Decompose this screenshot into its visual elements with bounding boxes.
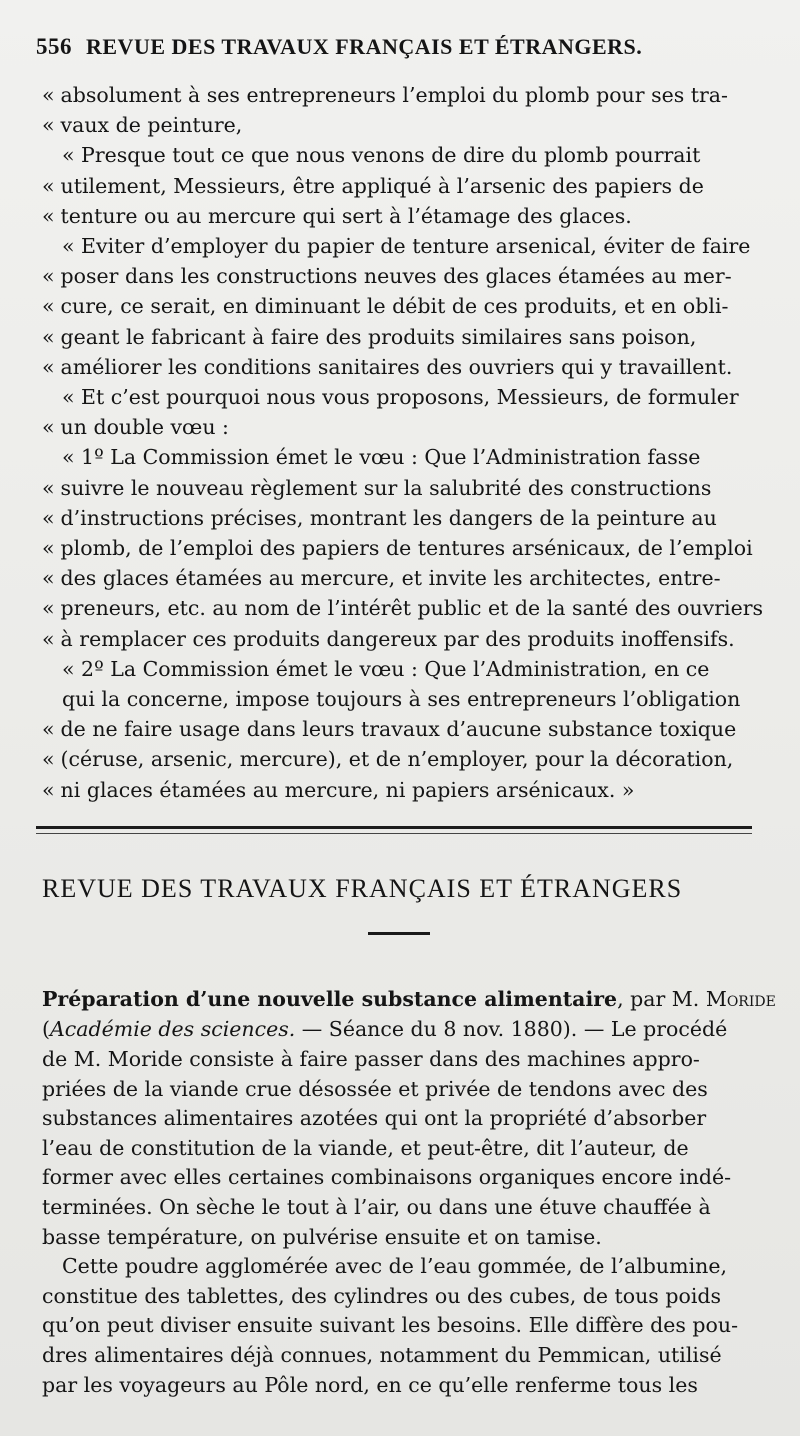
quote-mark: « <box>42 505 55 530</box>
section-divider-thick <box>36 826 752 829</box>
quote-mark: « <box>42 626 55 651</box>
quote-line <box>42 112 760 138</box>
quote-line <box>42 263 760 289</box>
article-source-rest: — Séance du 8 nov. 1880). — Le procédé <box>295 1017 728 1041</box>
article-title-after: , par M. <box>617 987 706 1011</box>
quote-line <box>42 716 760 742</box>
quote-line-text: preneurs, etc. au nom de l’intérêt public et de la santé des ouvriers <box>60 596 764 621</box>
quote-mark: « <box>42 83 55 107</box>
quote-mark: « <box>42 777 55 802</box>
quote-line-text: vaux de peinture, <box>60 113 243 138</box>
section-divider-thin <box>36 833 752 834</box>
quote-line <box>42 414 760 440</box>
quote-mark: « <box>42 173 55 198</box>
quote-line-text: poser dans les constructions neuves des glaces étamées au mer- <box>60 264 732 289</box>
quote-mark: « <box>42 354 55 379</box>
quote-line-text: « 1º La Commission émet le vœu : Que l’Administration fasse <box>62 445 701 470</box>
quote-line <box>42 565 760 591</box>
quote-line-text: suivre le nouveau règlement sur la salubrité des constructions <box>60 475 712 500</box>
quote-line-text: « Et c’est pourquoi nous vous proposons, Messieurs, de formuler <box>62 385 739 409</box>
article-line: priées de la viande crue désossée et privée de tendons avec des <box>42 1076 708 1101</box>
quote-line-text: ni glaces étamées au mercure, ni papiers arsénicaux. » <box>60 777 635 802</box>
running-header <box>36 34 642 60</box>
quote-line-text: « 2º La Commission émet le vœu : Que l’Administration, en ce <box>62 656 710 681</box>
quote-line <box>42 505 760 531</box>
quote-mark: « <box>42 113 55 138</box>
quote-line-text: cure, ce serait, en diminuant le débit de ces produits, et en obli- <box>60 294 729 319</box>
quote-line <box>42 475 760 501</box>
quote-line <box>42 535 760 561</box>
quote-mark: « <box>42 294 55 319</box>
quote-mark: « <box>42 475 55 500</box>
article-line: qu’on peut diviser ensuite suivant les besoins. Elle diffère des pou- <box>42 1313 739 1338</box>
quote-line-text: « Presque tout ce que nous venons de dire du plomb pourrait <box>62 143 701 168</box>
quote-line <box>42 203 760 229</box>
article-title-line <box>42 986 776 1012</box>
quote-mark: « <box>42 536 55 560</box>
quote-line-text: d’instructions précises, montrant les dangers de la peinture au <box>60 505 717 530</box>
quote-mark: « <box>42 203 55 228</box>
quote-mark: « <box>42 596 55 621</box>
quote-line <box>42 233 760 259</box>
quote-line-text: à remplacer ces produits dangereux par des produits inoffensifs. <box>60 626 735 651</box>
quote-line-text: geant le fabricant à faire des produits similaires sans poison, <box>60 324 697 349</box>
article-author: Moride <box>705 987 776 1011</box>
quote-mark: « <box>42 717 55 742</box>
page-number: 556 <box>36 34 72 59</box>
quote-line-text: (céruse, arsenic, mercure), et de n’employer, pour la décoration, <box>60 747 734 772</box>
quote-mark: « <box>42 264 55 289</box>
quote-line <box>42 686 760 712</box>
quote-line-text: plomb, de l’emploi des papiers de tentures arsénicaux, de l’emploi <box>60 536 753 560</box>
quote-line <box>42 656 760 682</box>
quote-mark: « <box>42 415 55 440</box>
quote-line <box>42 746 760 772</box>
quote-line <box>42 142 760 168</box>
quote-line <box>42 777 760 803</box>
quote-line-text: de ne faire usage dans leurs travaux d’aucune substance toxique <box>60 717 737 742</box>
article-line: de M. Moride consiste à faire passer dans des machines appro- <box>42 1047 700 1071</box>
quote-line-text: des glaces étamées au mercure, et invite les architectes, entre- <box>60 566 721 591</box>
quote-line-text: utilement, Messieurs, être appliqué à l’arsenic des papiers de <box>60 173 704 198</box>
article-source-line: (Académie des sciences. — Séance du 8 nov. 1880). — Le procédé <box>42 1017 728 1041</box>
quote-line <box>42 324 760 350</box>
quote-line-text: « Eviter d’employer du papier de tenture arsenical, éviter de faire <box>62 234 751 258</box>
quote-line <box>42 82 760 108</box>
article-line: terminées. On sèche le tout à l’air, ou dans une étuve chauffée à <box>42 1195 711 1219</box>
quote-line-text: qui la concerne, impose toujours à ses entrepreneurs l’obligation <box>62 687 741 711</box>
quote-line-text: tenture ou au mercure qui sert à l’étamage des glaces. <box>60 203 632 228</box>
quote-line <box>42 444 760 470</box>
quote-line-text: améliorer les conditions sanitaires des ouvriers qui y travaillent. <box>60 354 733 379</box>
article-line: constitue des tablettes, des cylindres ou des cubes, de tous poids <box>42 1283 722 1308</box>
quote-line <box>42 173 760 199</box>
article-line: Cette poudre agglomérée avec de l’eau gommée, de l’albumine, <box>62 1254 727 1279</box>
quote-mark: « <box>42 324 55 349</box>
article-line: former avec elles certaines combinaisons organiques encore indé- <box>42 1165 732 1190</box>
title-underline <box>368 932 430 935</box>
quote-line-text: un double vœu : <box>60 415 229 440</box>
quote-mark: « <box>42 747 55 772</box>
quote-line <box>42 354 760 380</box>
article-line: substances alimentaires azotées qui ont la propriété d’absorber <box>42 1106 707 1131</box>
section-title: REVUE DES TRAVAUX FRANÇAIS ET ÉTRANGERS <box>42 874 683 903</box>
article-line: dres alimentaires déjà connues, notamment du Pemmican, utilisé <box>42 1343 722 1367</box>
quote-line <box>42 293 760 319</box>
running-title: REVUE DES TRAVAUX FRANÇAIS ET ÉTRANGERS. <box>86 34 643 59</box>
article-line: l’eau de constitution de la viande, et peut-être, dit l’auteur, de <box>42 1135 689 1160</box>
quote-line <box>42 626 760 652</box>
quote-line <box>42 384 760 410</box>
article-line: par les voyageurs au Pôle nord, en ce qu’elle renferme tous les <box>42 1372 698 1397</box>
quote-line <box>42 595 764 621</box>
article-title: Préparation d’une nouvelle substance alimentaire <box>42 987 618 1011</box>
quote-line-text: absolument à ses entrepreneurs l’emploi du plomb pour ses tra- <box>60 83 728 107</box>
article-source: Académie des sciences. <box>50 1017 296 1041</box>
article-line: basse température, on pulvérise ensuite et on tamise. <box>42 1224 602 1249</box>
quote-mark: « <box>42 566 55 591</box>
